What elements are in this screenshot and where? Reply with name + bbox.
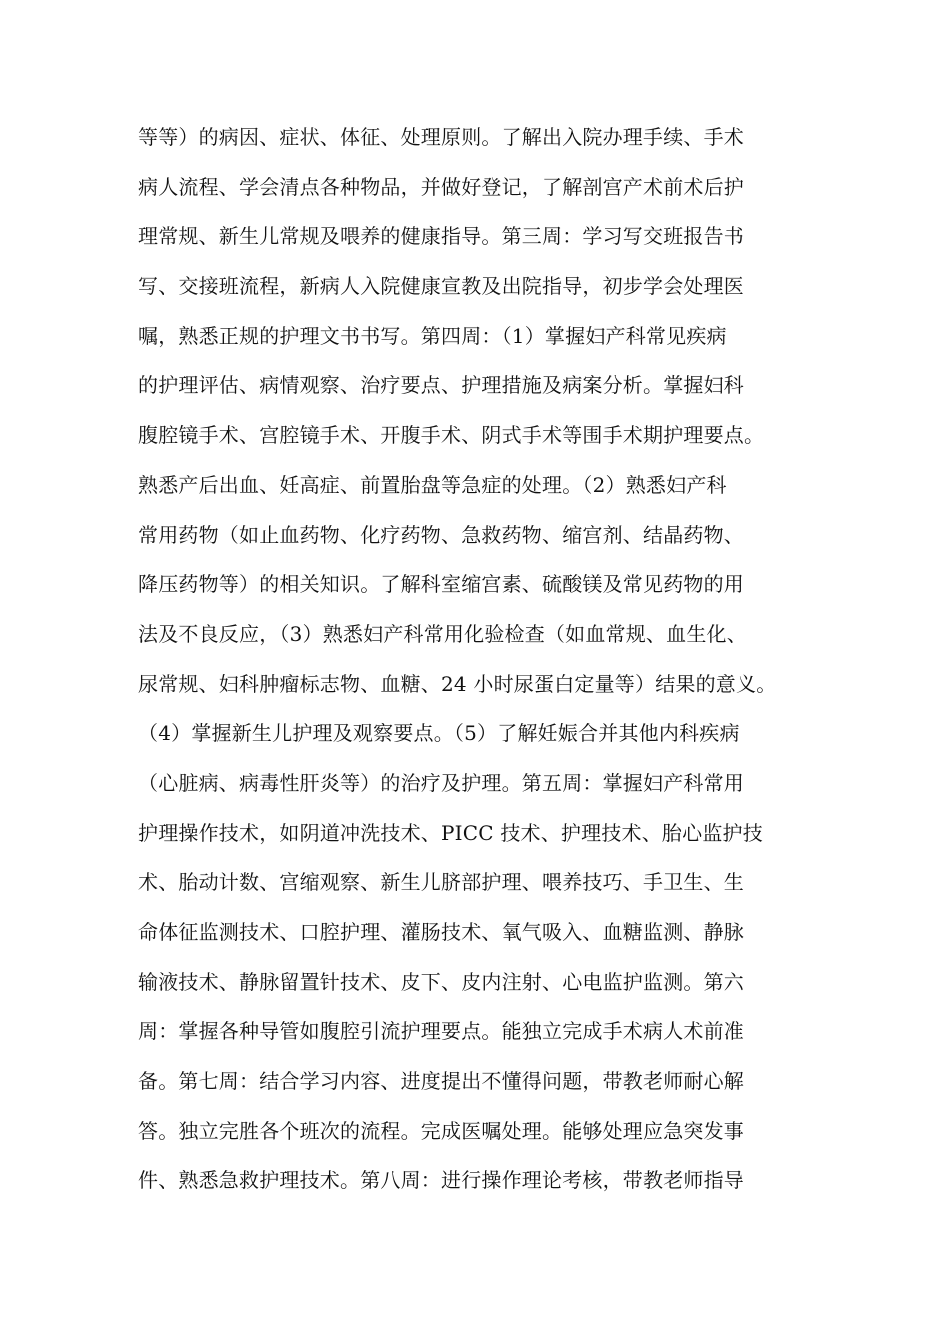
text-line: （4）掌握新生儿护理及观察要点。（5）了解妊娠合并其他内科疾病 [138,721,740,746]
text-line: 备。第七周：结合学习内容、进度提出不懂得问题，带教老师耐心解 [138,1069,744,1094]
text-line: 答。独立完胜各个班次的流程。完成医嘱处理。能够处理应急突发事 [138,1118,744,1143]
text-line: 等等）的病因、症状、体征、处理原则。了解出入院办理手续、手术 [138,125,744,149]
text-line: 周：掌握各种导管如腹腔引流护理要点。能独立完成手术病人术前准 [138,1019,744,1044]
text-line: 件、熟悉急救护理技术。第八周：进行操作理论考核，带教老师指导 [138,1168,744,1193]
text-line: 护理操作技术，如阴道冲洗技术、PICC 技术、护理技术、胎心监护技 [138,820,763,845]
text-line: 命体征监测技术、口腔护理、灌肠技术、氧气吸入、血糖监测、静脉 [138,920,744,944]
text-line: 尿常规、妇科肿瘤标志物、血糖、24 小时尿蛋白定量等）结果的意义。 [138,671,777,696]
text-line: 理常规、新生儿常规及喂养的健康指导。第三周：学习写交班报告书 [138,224,744,249]
text-line: 的护理评估、病情观察、治疗要点、护理措施及病案分析。掌握妇科 [138,373,744,398]
text-line: 降压药物等）的相关知识。了解科室缩宫素、硫酸镁及常见药物的用 [138,572,744,597]
text-line: 术、胎动计数、宫缩观察、新生儿脐部护理、喂养技巧、手卫生、生 [138,870,744,895]
text-line: 输液技术、静脉留置针技术、皮下、皮内注射、心电监护监测。第六 [138,969,744,994]
text-line: 嘱，熟悉正规的护理文书书写。第四周：（1）掌握妇产科常见疾病 [138,323,727,348]
text-line: 病人流程、学会清点各种物品，并做好登记，了解剖宫产术前术后护 [138,174,744,199]
text-line: 常用药物（如止血药物、化疗药物、急救药物、缩宫剂、结晶药物、 [138,522,744,547]
body-text [138,113,838,1206]
text-line: 腹腔镜手术、宫腔镜手术、开腹手术、阴式手术等围手术期护理要点。 [138,423,765,448]
text-line: （心脏病、病毒性肝炎等）的治疗及护理。第五周：掌握妇产科常用 [138,770,744,795]
text-line: 写、交接班流程，新病人入院健康宣教及出院指导，初步学会处理医 [138,274,744,299]
text-line: 熟悉产后出血、妊高症、前置胎盘等急症的处理。（2）熟悉妇产科 [138,472,727,497]
text-line: 法及不良反应，（3）熟悉妇产科常用化验检查（如血常规、血生化、 [138,621,747,646]
